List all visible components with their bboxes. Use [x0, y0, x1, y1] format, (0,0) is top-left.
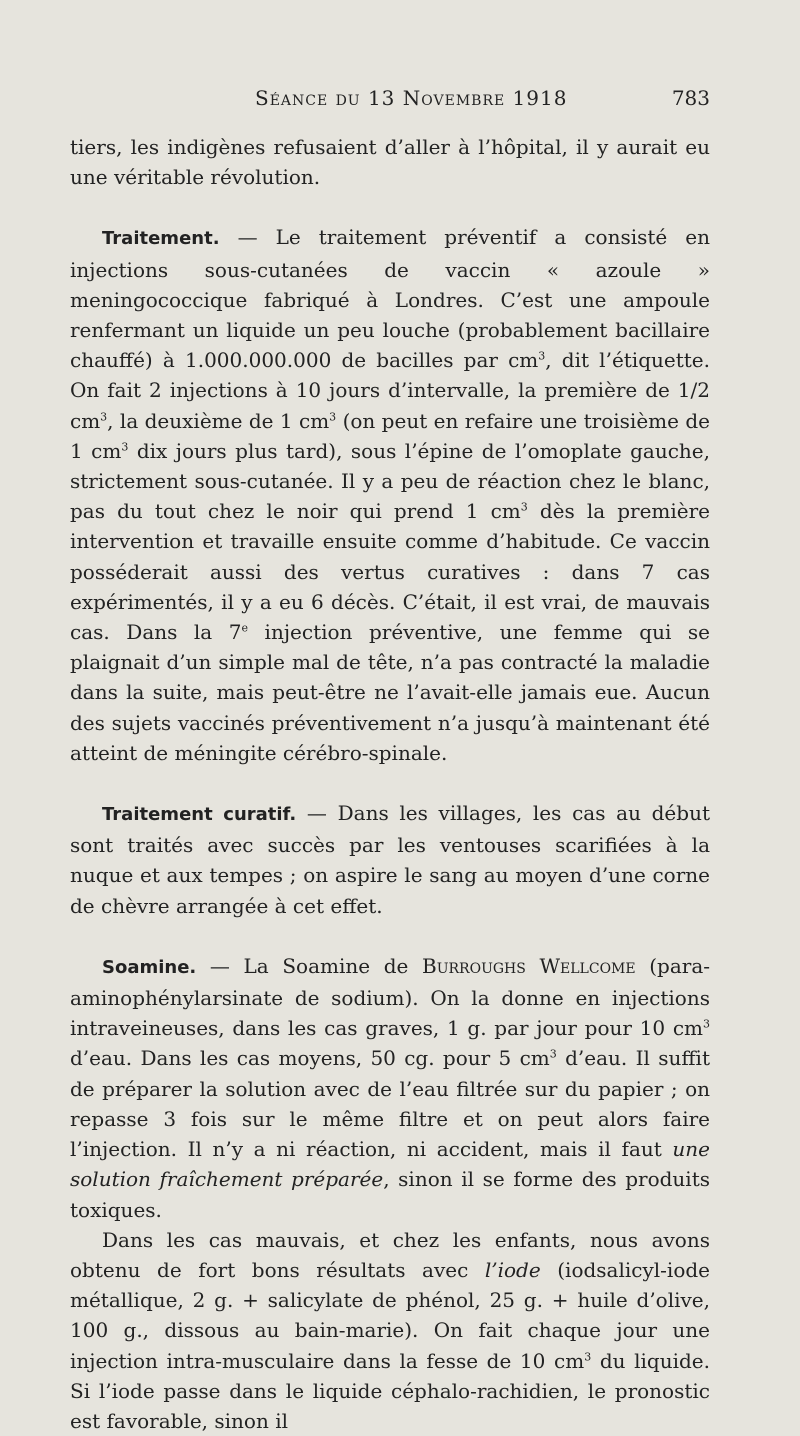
body-text [70, 132, 710, 1436]
section-heading-traitement: Traitement. [102, 228, 220, 250]
paragraph-iode: Dans les cas mauvais, et chez les enfants, nous avons obtenu de fort bons résultats avec l’iode (iodsalicyl-iode métallique, 2 g. + salicylate de phénol, 25 g. + huile d’olive, 100 g., dissous au bain-marie). On fait chaque jour une injection intra-musculaire dans la fesse de 10 $cm^3$ du liquide. Si l’iode passe dans le liquide céphalo-rachidien, le pronostic est favorable, sinon il [70, 1227, 710, 1433]
paragraph-continuation: tiers, les indigènes refusaient d’aller à l’hôpital, il y aurait eu une véritable révolution. [70, 135, 710, 190]
section-heading-soamine: Soamine. [102, 956, 197, 978]
page-number: 783 [671, 86, 710, 110]
paragraph-traitement-curatif: Traitement curatif. — Dans les villages, les cas au début sont traités avec succès par les ventouses scarifiées à la nuque et aux tempes ; on aspire le sang au moyen d’une corne de chèvre arrangée à cet effet. [70, 801, 710, 918]
paragraph-soamine: Soamine. — La Soamine de Burroughs Wellcome (para-aminophénylarsinate de sodium). On la donne en injections intraveineuses, dans les cas graves, 1 g. par jour pour 10 $cm^3$ d’eau. Dans les cas moyens, 50 cg. pour 5 $cm^3$ d’eau. Il suffit de préparer la solution avec de l’eau filtrée sur du papier ; on repasse 3 fois sur le même filtre et on peut alors faire l’injection. Il n’y a ni réaction, ni accident, mais il faut une solution fraîchement préparée, sinon il se forme des produits toxiques. [70, 953, 711, 1222]
section-heading-curatif: Traitement curatif. [102, 804, 297, 826]
header-title: Séance du 13 Novembre 1918 [255, 86, 568, 110]
running-header [70, 86, 710, 116]
paragraph-traitement: Traitement. — Le traitement préventif a consisté en injections sous-cutanées de vaccin « azoule » meningococcique fabriqué à Londres. C’est une ampoule renfermant un liquide un peu louche (probablement bacillaire chauffé) à 1.000.000.000 de bacilles par $cm^3$, dit l’étiquette. On fait 2 injections à 10 jours d’intervalle, la première de 1/2 $cm^3$, la deuxième de 1 $cm^3$ (on peut en refaire une troisième de 1 $cm^3$ dix jours plus tard), sous l’épine de l’omoplate gauche, strictement sous-cutanée. Il y a peu de réaction chez le blanc, pas du tout chez le noir qui prend 1 $cm^3$ dès la première intervention et travaille ensuite comme d’habitude. Ce vaccin posséderait aussi des vertus curatives : dans 7 cas expérimentés, il y a eu 6 décès. C’était, il est vrai, de mauvais cas. Dans la 7e injection préventive, une femme qui se plaignait d’un simple mal de tête, n’a pas contracté la maladie dans la suite, mais peut-être ne l’avait-elle jamais eue. Aucun des sujets vaccinés préventivement n’a jusqu’à maintenant été atteint de méningite cérébro-spinale. [70, 225, 711, 765]
author-name: Burroughs Wellcome [422, 953, 636, 978]
